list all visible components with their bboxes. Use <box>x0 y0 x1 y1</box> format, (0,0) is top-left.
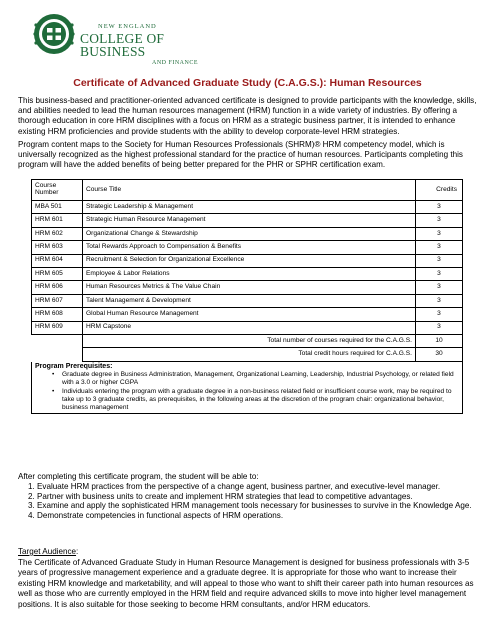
course-number-cell: HRM 607 <box>32 294 83 307</box>
table-row <box>32 241 463 254</box>
logo-line-1: NEW ENGLAND <box>98 23 157 30</box>
course-title-cell: Strategic Human Resource Management <box>83 214 416 227</box>
prerequisite-item: • Individuals entering the program with a graduate degree in a non-business related field or insufficient course work, may be required to take up to 3 graduate credits, as prerequisites, in the following areas at the discretion of the program chair: organizational behavior, business management <box>62 388 459 413</box>
seal-emblem-icon <box>32 11 76 57</box>
table-row <box>32 227 463 240</box>
credits-cell: 3 <box>416 308 463 321</box>
course-title-cell: Human Resources Metrics & The Value Chain <box>83 281 416 294</box>
course-title-cell: HRM Capstone <box>83 321 416 334</box>
course-number-cell: HRM 608 <box>32 308 83 321</box>
table-row <box>32 321 463 334</box>
header-credits: Credits <box>416 180 463 201</box>
college-logo <box>18 10 208 66</box>
table-row <box>32 267 463 280</box>
prerequisites-heading: Program Prerequisites: <box>35 362 113 370</box>
header-course-number: Course Number <box>32 180 83 201</box>
course-number-cell: HRM 609 <box>32 321 83 334</box>
course-table <box>31 179 463 414</box>
table-row <box>32 281 463 294</box>
target-audience-section: Target Audience: The Certificate of Advanced Graduate Study in Human Resource Management is designed for business professionals with 3-5 years of progressive management experience and a graduate degree. It is appropriate for those who want to increase their existing HRM knowledge and marketability, and will appeal to those who want to shift their career path into human resources as well as those who are currently employed in the HRM field and require advanced skills to move into higher level management positions. It is also suitable for those seeking to become HRM consultants, and/or HRM educators. <box>18 547 483 611</box>
logo-line-3: AND FINANCE <box>152 59 198 66</box>
credits-cell: 3 <box>416 281 463 294</box>
target-audience-text: The Certificate of Advanced Graduate Study in Human Resource Management is designed for business professionals with 3-5 years of progressive management experience and a graduate degree. It is appropriate for those who want to increase their existing HRM knowledge and marketability, and will appeal to those who want to shift their career path into human resources as well as those who are currently employed in the HRM field and require advanced skills to move into higher level management positions. It is also suitable for those seeking to become HRM consultants, and/or HRM educators. <box>18 557 474 609</box>
credits-cell: 3 <box>416 201 463 214</box>
outcomes-intro: After completing this certificate program, the student will be able to: <box>18 472 259 481</box>
logo-line-2: COLLEGE OF BUSINESS <box>80 30 165 59</box>
outcome-item: 1. Evaluate HRM practices from the perspective of a change agent, business partner, and executive-level manager. <box>37 482 483 492</box>
program-paragraph: Program content maps to the Society for Human Resources Professionals (SHRM)® HRM competency model, which is universally recognized as the highest professional standard for the practice of human resources. Participants completing this program will have the added benefits of being better prepared for the PHR or SPHR certification exam. <box>18 140 463 170</box>
table-row <box>32 201 463 214</box>
course-title-cell: Total Rewards Approach to Compensation & Benefits <box>83 241 416 254</box>
outcomes-list <box>18 482 483 521</box>
course-number-cell: HRM 602 <box>32 227 83 240</box>
course-number-cell: HRM 603 <box>32 241 83 254</box>
outcome-item: 4. Demonstrate competencies in functional aspects of HRM operations. <box>37 511 483 521</box>
credits-cell: 3 <box>416 254 463 267</box>
spacer-cell <box>32 334 83 347</box>
spacer-cell <box>32 348 83 361</box>
target-audience-heading: Target Audience <box>18 547 77 556</box>
course-title-cell: Global Human Resource Management <box>83 308 416 321</box>
course-title-cell: Recruitment & Selection for Organizational Excellence <box>83 254 416 267</box>
total-credits-row <box>32 348 463 361</box>
page-title: Certificate of Advanced Graduate Study (C.A.G.S.): Human Resources <box>73 77 422 89</box>
credits-cell: 3 <box>416 214 463 227</box>
outcome-item: 3. Examine and apply the sophisticated HRM management tools necessary for businesses to survive in the Knowledge Age. <box>37 501 483 511</box>
total-courses-label: Total number of courses required for the C.A.G.S. <box>83 334 416 347</box>
prerequisites-list <box>35 371 459 412</box>
course-number-cell: HRM 601 <box>32 214 83 227</box>
course-number-cell: HRM 606 <box>32 281 83 294</box>
credits-cell: 3 <box>416 241 463 254</box>
course-title-cell: Strategic Leadership & Management <box>83 201 416 214</box>
prerequisite-item: • Graduate degree in Business Administration, Management, Organizational Learning, Leadership, Industrial Psychology, or related field with a 3.0 or higher CGPA <box>62 371 459 388</box>
table-row <box>32 308 463 321</box>
prerequisites-box <box>31 362 463 415</box>
course-number-cell: HRM 605 <box>32 267 83 280</box>
table-row <box>32 254 463 267</box>
total-credits-value: 30 <box>416 348 463 361</box>
total-courses-value: 10 <box>416 334 463 347</box>
intro-paragraph: This business-based and practitioner-oriented advanced certificate is designed to provide participants with the knowledge, skills, and abilities needed to lead the human resources management (HRM) function in a wide variety of industries. By offering a thorough education in core HRM disciplines with a focus on HRM as a strategic business partner, it is intended to enhance existing HRM proficiencies and provide students with the ability to develop corporate-level HRM strategies. <box>18 96 477 136</box>
credits-cell: 3 <box>416 294 463 307</box>
course-number-cell: HRM 604 <box>32 254 83 267</box>
logo-wordmark <box>80 24 208 66</box>
total-credits-label: Total credit hours required for C.A.G.S. <box>83 348 416 361</box>
table-row <box>32 294 463 307</box>
table-row <box>32 214 463 227</box>
course-title-cell: Organizational Change & Stewardship <box>83 227 416 240</box>
total-courses-row <box>32 334 463 347</box>
course-number-cell: MBA 501 <box>32 201 83 214</box>
learning-outcomes <box>18 472 483 521</box>
course-title-cell: Talent Management & Development <box>83 294 416 307</box>
credits-cell: 3 <box>416 321 463 334</box>
credits-cell: 3 <box>416 267 463 280</box>
course-title-cell: Employee & Labor Relations <box>83 267 416 280</box>
credits-cell: 3 <box>416 227 463 240</box>
header-course-title: Course Title <box>83 180 416 201</box>
table-header-row <box>32 180 463 201</box>
outcome-item: 2. Partner with business units to create and implement HRM strategies that lead to competitive advantages. <box>37 492 483 502</box>
